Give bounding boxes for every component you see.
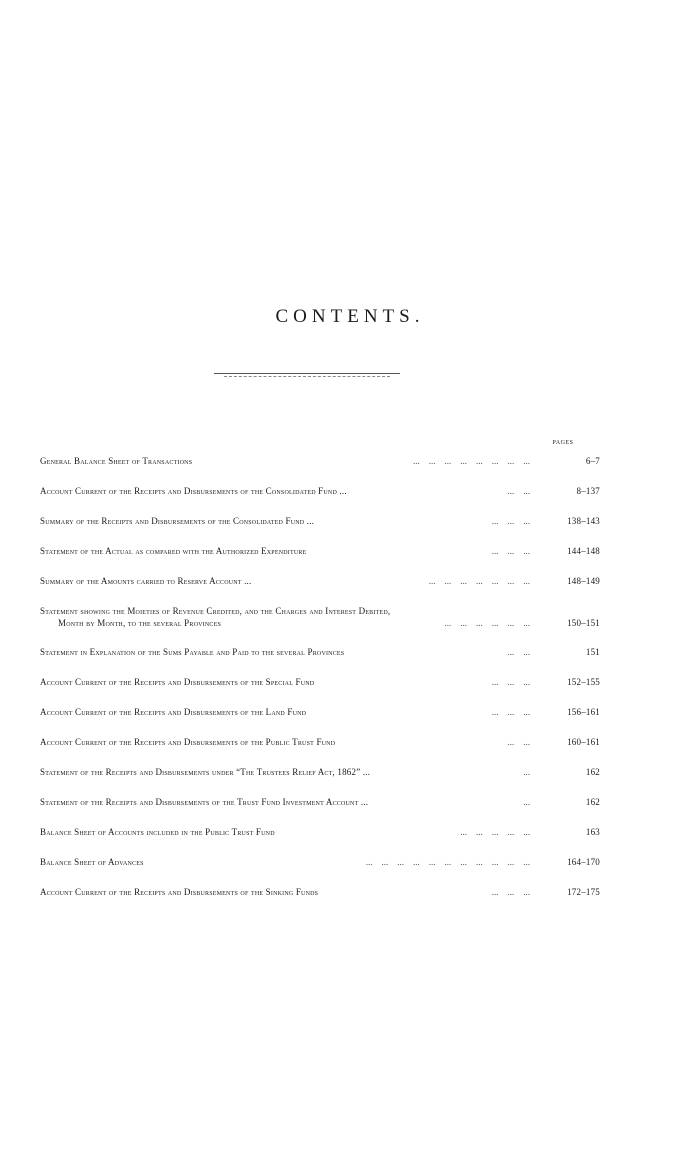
toc-entry: ... ... ... Account Current of the Receipts and Disbursements of the Land Fund 156–161 bbox=[40, 707, 600, 717]
title-divider bbox=[214, 373, 400, 374]
toc-entry-pages: 6–7 bbox=[585, 456, 600, 466]
toc-entry: ... ... ... ... ... Balance Sheet of Accounts included in the Public Trust Fund 163 bbox=[40, 827, 600, 837]
toc-entry-title: Statement in Explanation of the Sums Payable and Paid to the several Provinces bbox=[40, 647, 345, 657]
toc-entry-title: Summary of the Amounts carried to Reserve Account ... bbox=[40, 576, 252, 586]
toc-entry: ... ... ... ... ... ... Statement showing the Moieties of Revenue Credited, and the Charges and Interest Debited, Month by Month, to the several Provinces 150–151 bbox=[40, 606, 600, 628]
toc-entry-pages: 138–143 bbox=[567, 516, 600, 526]
toc-entry: ... ... ... ... ... ... ... ... General Balance Sheet of Transactions 6–7 bbox=[40, 456, 600, 466]
toc-entry-title: Account Current of the Receipts and Disbursements of the Land Fund bbox=[40, 707, 307, 717]
toc-entry-title: General Balance Sheet of Transactions bbox=[40, 456, 193, 466]
pages-column-header: PAGES bbox=[552, 440, 574, 446]
toc-entry-pages: 163 bbox=[585, 827, 600, 837]
toc-entry: ... ... ... Account Current of the Receipts and Disbursements of the Sinking Funds 172–175 bbox=[40, 887, 600, 897]
toc-entry-title: Account Current of the Receipts and Disbursements of the Sinking Funds bbox=[40, 887, 319, 897]
toc-entry: ... ... ... ... ... ... ... Summary of the Amounts carried to Reserve Account ... 148–149 bbox=[40, 576, 600, 586]
toc-entry-pages: 164–170 bbox=[567, 857, 600, 867]
toc-entry: ... ... Account Current of the Receipts and Disbursements of the Public Trust Fund 160–161 bbox=[40, 737, 600, 747]
toc-entry-pages: 160–161 bbox=[567, 737, 600, 747]
toc-entry: ... ... ... Statement of the Actual as compared with the Authorized Expenditure 144–148 bbox=[40, 546, 600, 556]
toc-entry-title: Account Current of the Receipts and Disbursements of the Consolidated Fund ... bbox=[40, 486, 347, 496]
toc-entry-title: Account Current of the Receipts and Disbursements of the Public Trust Fund bbox=[40, 737, 336, 747]
toc-entry-pages: 144–148 bbox=[567, 546, 600, 556]
toc-entry-pages: 162 bbox=[585, 797, 600, 807]
toc-entry: ... ... ... ... ... ... ... ... ... ... ... Balance Sheet of Advances 164–170 bbox=[40, 857, 600, 867]
toc-entry: ... ... ... Summary of the Receipts and Disbursements of the Consolidated Fund ... 138–143 bbox=[40, 516, 600, 526]
toc-entry-pages: 152–155 bbox=[567, 677, 600, 687]
toc-entry-pages: 162 bbox=[585, 767, 600, 777]
toc-entry-pages: 151 bbox=[585, 647, 600, 657]
toc-entry-title: Statement showing the Moieties of Revenue Credited, and the Charges and Interest Debited, bbox=[40, 606, 391, 616]
toc-entry-pages: 150–151 bbox=[567, 618, 600, 628]
toc-entry: ... ... ... Account Current of the Receipts and Disbursements of the Special Fund 152–155 bbox=[40, 677, 600, 687]
toc-entry: ... Statement of the Receipts and Disbursements of the Trust Fund Investment Account ... 162 bbox=[40, 797, 600, 807]
toc-entry-title: Balance Sheet of Accounts included in the Public Trust Fund bbox=[40, 827, 275, 837]
toc-entry-pages: 8–137 bbox=[576, 486, 600, 496]
page-title: CONTENTS. bbox=[275, 305, 425, 327]
toc-entry-title: Statement of the Actual as compared with the Authorized Expenditure bbox=[40, 546, 307, 556]
toc-entry: ... ... Account Current of the Receipts and Disbursements of the Consolidated Fund ... 8–137 bbox=[40, 486, 600, 496]
toc-entry-pages: 172–175 bbox=[567, 887, 600, 897]
toc-entry-pages: 148–149 bbox=[567, 576, 600, 586]
toc-entry: ... Statement of the Receipts and Disbursements under “The Trustees Relief Act, 1862” ... 162 bbox=[40, 767, 600, 777]
toc-entry-pages: 156–161 bbox=[567, 707, 600, 717]
toc-entry-title: Summary of the Receipts and Disbursements of the Consolidated Fund ... bbox=[40, 516, 315, 526]
toc-entry-title: Balance Sheet of Advances bbox=[40, 857, 144, 867]
toc-entry-title: Statement of the Receipts and Disbursements under “The Trustees Relief Act, 1862” ... bbox=[40, 767, 371, 777]
toc-entry: ... ... Statement in Explanation of the Sums Payable and Paid to the several Provinces 151 bbox=[40, 647, 600, 657]
toc-entry-title: Statement of the Receipts and Disbursements of the Trust Fund Investment Account ... bbox=[40, 797, 369, 807]
toc-entry-title: Account Current of the Receipts and Disbursements of the Special Fund bbox=[40, 677, 315, 687]
toc-entry-title-continued: Month by Month, to the several Provinces bbox=[58, 618, 221, 628]
